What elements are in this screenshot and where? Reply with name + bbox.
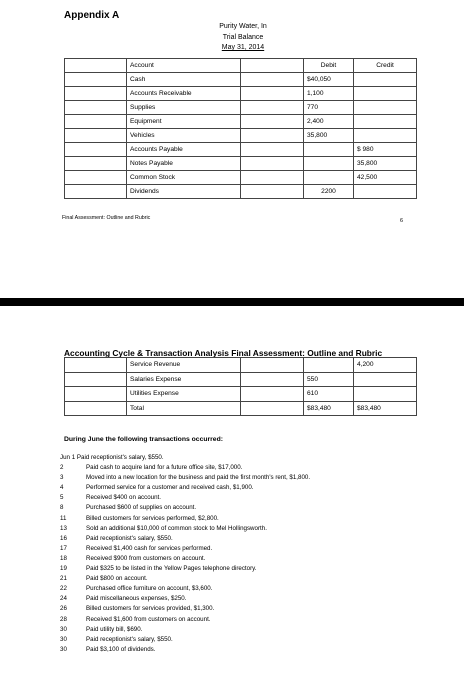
debit-cell xyxy=(304,157,354,171)
header-credit: Credit xyxy=(354,59,417,73)
credit-cell: 42,500 xyxy=(354,171,417,185)
account-cell: Notes Payable xyxy=(127,157,241,171)
transaction-date: 30 xyxy=(60,645,67,653)
blank-cell xyxy=(65,372,127,387)
table-row xyxy=(65,115,417,129)
credit-cell xyxy=(354,372,417,387)
credit-cell: 4,200 xyxy=(354,358,417,373)
account-cell: Service Revenue xyxy=(127,358,241,373)
debit-cell xyxy=(304,358,354,373)
transaction-date: 16 xyxy=(60,534,67,542)
credit-cell: $ 980 xyxy=(354,143,417,157)
debit-cell: 1,100 xyxy=(304,87,354,101)
trial-balance-continued-table xyxy=(64,357,417,416)
transaction-text: Billed customers for services performed, $2,800. xyxy=(86,514,219,522)
table-row xyxy=(65,401,417,416)
blank-cell xyxy=(241,171,304,185)
debit-cell: $40,050 xyxy=(304,73,354,87)
table-row xyxy=(65,129,417,143)
blank-cell xyxy=(241,358,304,373)
table-row xyxy=(65,387,417,402)
debit-cell: 770 xyxy=(304,101,354,115)
table-row xyxy=(65,358,417,373)
debit-cell: 550 xyxy=(304,372,354,387)
debit-cell: 2,400 xyxy=(304,115,354,129)
table-header-row xyxy=(65,59,417,73)
trial-balance-date: May 31, 2014 xyxy=(221,44,265,51)
transaction-date: 4 xyxy=(60,484,64,492)
header-debit: Debit xyxy=(304,59,354,73)
blank-cell xyxy=(241,87,304,101)
blank-cell xyxy=(241,129,304,143)
transaction-text: Received $400 on account. xyxy=(86,494,161,502)
transaction-text: Sold an additional $10,000 of common stock to Mel Hollingsworth. xyxy=(86,524,267,532)
credit-cell xyxy=(354,115,417,129)
blank-cell xyxy=(241,59,304,73)
blank-cell xyxy=(241,185,304,199)
page-footer: Final Assessment: Outline and Rubric xyxy=(62,215,151,221)
transaction-text: Received $1,600 from customers on account. xyxy=(86,615,211,623)
transaction-text: Purchased office furniture on account, $3,600. xyxy=(86,585,213,593)
account-cell: Accounts Payable xyxy=(127,143,241,157)
blank-cell xyxy=(241,101,304,115)
blank-cell xyxy=(241,387,304,402)
transaction-date: 30 xyxy=(60,635,67,643)
transaction-date: 11 xyxy=(60,514,67,522)
credit-cell xyxy=(354,387,417,402)
debit-cell xyxy=(304,171,354,185)
credit-cell xyxy=(354,185,417,199)
blank-cell xyxy=(65,358,127,373)
transaction-text: Paid receptionist's salary, $550. xyxy=(86,635,173,643)
debit-cell: 2200 xyxy=(304,185,354,199)
debit-cell: 35,800 xyxy=(304,129,354,143)
transaction-date: 24 xyxy=(60,595,67,603)
transaction-text: Purchased $600 of supplies on account. xyxy=(86,504,197,512)
transaction-text: Received $1,400 cash for services performed. xyxy=(86,544,213,552)
transaction-date: 13 xyxy=(60,524,67,532)
blank-cell xyxy=(65,401,127,416)
account-cell: Common Stock xyxy=(127,171,241,185)
credit-cell xyxy=(354,129,417,143)
document-page-2 xyxy=(0,306,464,700)
account-cell: Utilities Expense xyxy=(127,387,241,402)
credit-cell xyxy=(354,73,417,87)
blank-cell xyxy=(65,129,127,143)
transaction-text: Paid receptionist's salary, $550. xyxy=(76,454,164,461)
transaction-date: 18 xyxy=(60,554,67,562)
transaction-date: 22 xyxy=(60,585,67,593)
transaction-text: Billed customers for services provided, $1,300. xyxy=(86,605,215,613)
transaction-text: Paid $3,100 of dividends. xyxy=(86,645,156,653)
account-cell: Cash xyxy=(127,73,241,87)
blank-cell xyxy=(65,59,127,73)
transaction-text: Moved into a new location for the business and paid the first month's rent, $1,800. xyxy=(86,474,311,482)
transaction-date: 30 xyxy=(60,625,67,633)
blank-cell xyxy=(241,143,304,157)
account-cell: Dividends xyxy=(127,185,241,199)
blank-cell xyxy=(65,143,127,157)
blank-cell xyxy=(65,185,127,199)
table-row xyxy=(65,87,417,101)
blank-cell xyxy=(65,171,127,185)
transaction-first-line xyxy=(60,453,164,463)
page-number: 6 xyxy=(400,218,404,224)
account-cell: Supplies xyxy=(127,101,241,115)
credit-cell: $83,480 xyxy=(354,401,417,416)
transaction-text: Performed service for a customer and received cash, $1,900. xyxy=(86,484,254,492)
debit-cell: $83,480 xyxy=(304,401,354,416)
transaction-text: Paid miscellaneous expenses, $250. xyxy=(86,595,187,603)
table-row xyxy=(65,171,417,185)
blank-cell xyxy=(241,372,304,387)
blank-cell xyxy=(65,87,127,101)
table-row xyxy=(65,372,417,387)
blank-cell xyxy=(241,157,304,171)
transactions-heading: During June the following transactions occurred: xyxy=(64,436,223,443)
transaction-text: Paid cash to acquire land for a future office site, $17,000. xyxy=(86,464,243,472)
account-cell: Salaries Expense xyxy=(127,372,241,387)
blank-cell xyxy=(65,101,127,115)
credit-cell: 35,800 xyxy=(354,157,417,171)
blank-cell xyxy=(65,157,127,171)
page-title: Accounting Cycle & Transaction Analysis Final Assessment: Outline and Rubric xyxy=(64,348,383,358)
transaction-date: 28 xyxy=(60,615,67,623)
transaction-date: Jun 1 xyxy=(60,454,76,461)
credit-cell xyxy=(354,101,417,115)
company-name: Purity Water, In xyxy=(219,23,267,30)
transaction-date: 3 xyxy=(60,474,64,482)
transaction-text: Paid receptionist's salary, $550. xyxy=(86,534,173,542)
header-account: Account xyxy=(127,59,241,73)
transaction-text: Received $900 from customers on account. xyxy=(86,554,206,562)
blank-cell xyxy=(241,115,304,129)
blank-cell xyxy=(65,387,127,402)
transaction-date: 5 xyxy=(60,494,64,502)
table-row xyxy=(65,73,417,87)
table-row xyxy=(65,101,417,115)
account-cell: Vehicles xyxy=(127,129,241,143)
table-row xyxy=(65,143,417,157)
debit-cell: 610 xyxy=(304,387,354,402)
table-row xyxy=(65,157,417,171)
account-cell: Accounts Receivable xyxy=(127,87,241,101)
transaction-date: 2 xyxy=(60,464,64,472)
appendix-title: Appendix A xyxy=(64,10,120,21)
blank-cell xyxy=(65,73,127,87)
trial-balance-heading xyxy=(218,22,268,54)
transaction-date: 26 xyxy=(60,605,67,613)
credit-cell xyxy=(354,87,417,101)
trial-balance-title: Trial Balance xyxy=(222,33,264,41)
blank-cell xyxy=(65,115,127,129)
transaction-text: Paid $325 to be listed in the Yellow Pages telephone directory. xyxy=(86,565,257,573)
transaction-date: 19 xyxy=(60,565,67,573)
trial-balance-table xyxy=(64,58,417,199)
account-cell: Total xyxy=(127,401,241,416)
transaction-date: 8 xyxy=(60,504,64,512)
debit-cell xyxy=(304,143,354,157)
transaction-date: 17 xyxy=(60,544,67,552)
table-row xyxy=(65,185,417,199)
transaction-text: Paid $800 on account. xyxy=(86,575,148,583)
transaction-text: Paid utility bill, $690. xyxy=(86,625,143,633)
transaction-date: 21 xyxy=(60,575,67,583)
account-cell: Equipment xyxy=(127,115,241,129)
blank-cell xyxy=(241,73,304,87)
document-page-1 xyxy=(0,0,464,298)
blank-cell xyxy=(241,401,304,416)
